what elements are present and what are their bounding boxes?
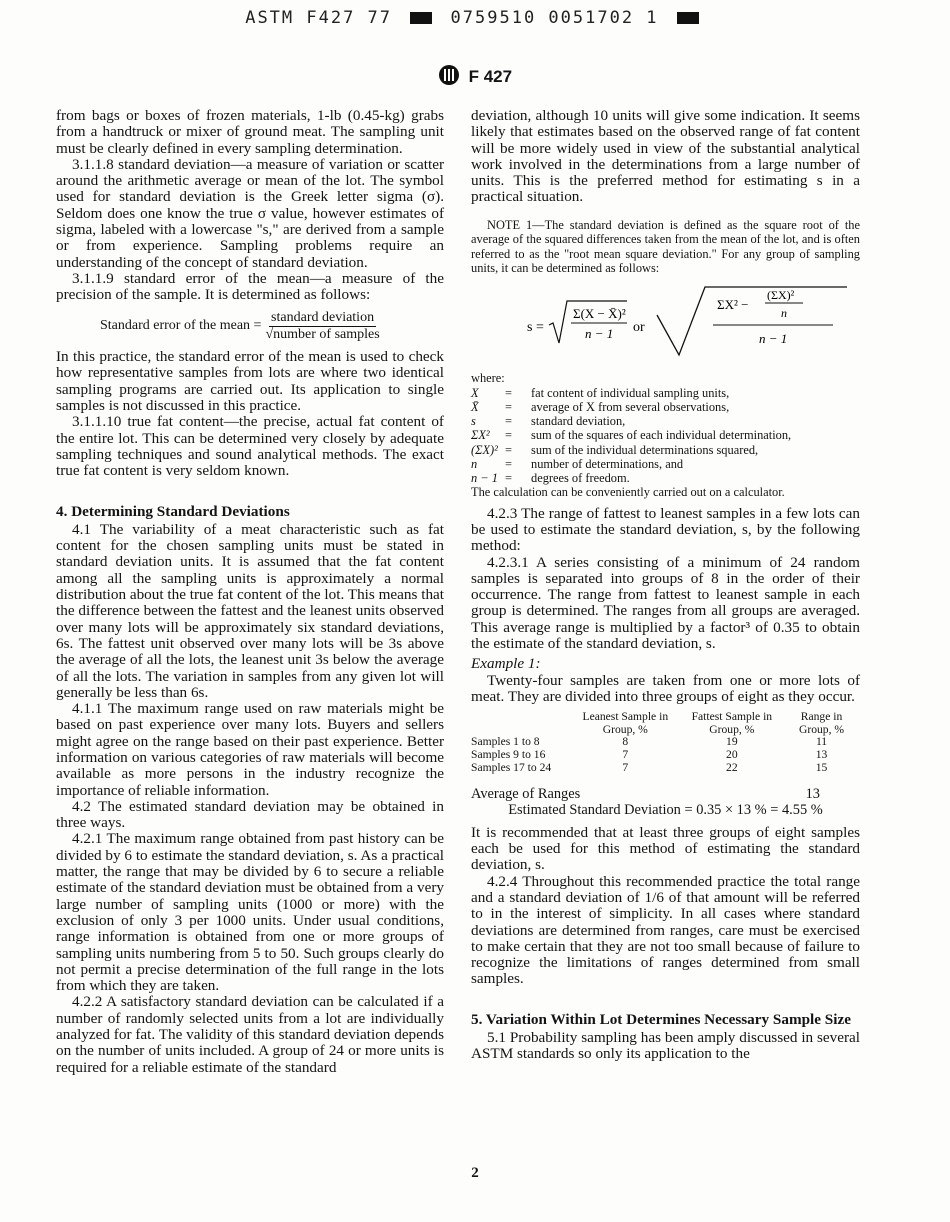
estimated-std-dev: Estimated Standard Deviation = 0.35 × 13 % = 4.55 % [508, 802, 823, 819]
example-text: Twenty-four samples are taken from one or more lots of meat. They are divided into three groups of eight as they occur. [471, 671, 860, 705]
scan-code-line [0, 8, 950, 28]
eq-denominator-2: n − 1 [759, 331, 788, 347]
average-label: Average of Ranges [471, 786, 581, 803]
eq-numerator: Σ(X − X̄)² [573, 306, 626, 322]
table-cell: 20 [726, 747, 738, 761]
table-cell: 7 [622, 760, 629, 774]
definition-symbol: n − 1 [471, 471, 498, 486]
formula-numerator: standard deviation [269, 310, 376, 327]
page-number: 2 [471, 1165, 479, 1181]
definition-symbol: X̄ [471, 400, 479, 415]
paragraph-4-2-4: 4.2.4 Throughout this recommended practice the total range and a standard deviation of 1/6 of that amount will be referred to in the interest of simplicity. In all cases where standard deviations are determined from ranges, care must be exercised to make certain that they are not too small because of failure to recognize the limitations of ranges determined from small samples. [471, 872, 860, 988]
definition-row [471, 457, 791, 471]
definition-symbol: ΣX² [471, 428, 490, 443]
scan-block-mark [677, 12, 699, 24]
table-cell: 22 [726, 760, 738, 774]
definition-row [471, 428, 791, 442]
definition-text: fat content of individual sampling units, [531, 385, 730, 400]
table-row [471, 762, 859, 775]
right-column [471, 108, 860, 1063]
definition-row [471, 414, 791, 428]
designation: F 427 [468, 66, 513, 86]
paragraph: from bags or boxes of frozen materials, 1-lb (0.45-kg) grabs from a handtruck or mixer of ground meat. The sampling unit must be clearly defined in every sampling determination. [56, 107, 444, 157]
paragraph-4-2-2: 4.2.2 A satisfactory standard deviation can be calculated if a number of randomly selected units from a lot are individually analyzed for fat. The validity of this standard deviation depends on the number of units included. A group of 24 or more units is required for a reliable estimate of the standard [56, 993, 444, 1076]
paragraph-3-1-1-8: 3.1.1.8 standard deviation—a measure of variation or scatter around the arithmetic average or mean of the lot. The symbol used for standard deviation is the Greek letter sigma (σ). Seldom does one know the true σ value, however estimates of sigma, labeled with a lowercase "s," are derived from a sample or from experience. Sampling problems require an understanding of the concept of standard deviation. [56, 155, 444, 271]
table-header: Fattest Sample in Group, % [691, 710, 773, 736]
definition-symbol: s [471, 414, 476, 429]
definition-symbol: (ΣX)² [471, 442, 498, 457]
paragraph-4-2-3: 4.2.3 The range of fattest to leanest samples in a few lots can be used to estimate the standard deviation, s, by the following method: [471, 504, 860, 555]
paragraph: It is recommended that at least three groups of eight samples each be used for this method of estimating the standard deviation, s. [471, 823, 860, 874]
eq-inner-denominator: n [781, 306, 787, 321]
definition-text: number of determinations, and [531, 456, 684, 471]
paragraph-4-1-1: 4.1.1 The maximum range used on raw materials might be based on past experience over many lots. Buyers and sellers might agree on the range based on their past experience. Better information on various categories of raw materials will become available as more persons in the industry recognize the importance of reliable information. [56, 700, 444, 799]
calculation-note: The calculation can be conveniently carried out on a calculator. [471, 485, 785, 500]
eq-sum-x2: ΣX² − [717, 297, 749, 313]
row-label: Samples 1 to 8 [471, 735, 540, 749]
definition-equals: = [505, 414, 512, 429]
definition-symbol: X [471, 385, 479, 400]
eq-s: s = [527, 320, 544, 336]
scan-block-mark [410, 12, 432, 24]
symbol-definitions [471, 386, 791, 485]
paragraph: deviation, although 10 units will give some indication. It seems likely that estimates based on the observed range of fat content will be more widely used in view of the substantial analytical work involved in the determinations from a large number of units. This is the preferred method for estimating s in a practical situation. [471, 107, 860, 206]
definition-text: sum of the squares of each individual determination, [531, 428, 792, 443]
formula-lhs: Standard error of the mean = [100, 318, 262, 334]
left-column [56, 108, 444, 1076]
page-header [0, 64, 950, 91]
paragraph-4-1: 4.1 The variability of a meat characteristic such as fat content for the chosen sampling units must be stated in standard deviation units. It is assumed that the fat content among all the sampling units is approximately a normal distribution about the true fat content of the lot. This means that the difference between the fattest and the leanest units observed over many lots will be approximately six standard deviations, 6s. The fattest unit observed over many lots will be 3s above the average of all the lots, the leanest unit 3s below the average of all the lots. The variation in samples from any given lot will generally be less than 6s. [56, 520, 444, 701]
definition-row [471, 400, 791, 414]
definition-text: sum of the individual determinations squared, [531, 442, 759, 457]
eq-or: or [633, 320, 645, 336]
note-1: NOTE 1—The standard deviation is defined as the square root of the average of the squared differences taken from the mean of the lot, and is often referred to as the "root mean square deviation." For any group of sampling units, it can be determined as follows: [471, 217, 860, 275]
paragraph-5-1: 5.1 Probability sampling has been amply discussed in several ASTM standards so only its application to the [471, 1029, 860, 1063]
formula-denominator: √number of samples [265, 326, 380, 342]
definition-equals: = [505, 442, 512, 457]
paragraph-4-2-3-1: 4.2.3.1 A series consisting of a minimum of 24 random samples is separated into groups of 8 in the order of their occurrence. The range from fattest to leanest sample in each group is determined. The ranges from all groups are averaged. This average range is multiplied by a factor³ of 0.35 to obtain the estimate of the standard deviation, s. [471, 553, 860, 653]
formula-fraction [265, 310, 379, 344]
definition-row [471, 471, 791, 485]
definition-symbol: n [471, 456, 478, 471]
definition-text: average of X from several observations, [531, 400, 730, 415]
definition-equals: = [505, 471, 512, 486]
paragraph-4-2: 4.2 The estimated standard deviation may be obtained in three ways. [56, 797, 444, 832]
table-cell: 13 [815, 747, 828, 761]
definition-row [471, 443, 791, 457]
definition-text: degrees of freedom. [531, 471, 630, 486]
table-cell: 8 [622, 735, 629, 749]
definition-equals: = [505, 385, 512, 400]
range-table [471, 711, 859, 774]
astm-logo-icon [438, 64, 460, 91]
table-cell: 15 [815, 760, 828, 774]
eq-denominator: n − 1 [585, 326, 614, 342]
table-header [471, 711, 571, 736]
scan-code-right: 0759510 0051702 1 [450, 8, 659, 28]
scan-code-left: ASTM F427 77 [245, 8, 393, 28]
row-label: Samples 17 to 24 [471, 760, 552, 774]
where-label: where: [471, 371, 505, 386]
section-heading-4: 4. Determining Standard Deviations [56, 502, 290, 520]
table-row [471, 749, 859, 762]
equation-graphic [527, 285, 847, 363]
definition-text: standard deviation, [531, 414, 626, 429]
table-header: Range in Group, % [798, 710, 845, 736]
average-of-ranges [471, 786, 860, 802]
std-dev-equation [527, 285, 860, 363]
table-cell: 11 [815, 735, 828, 749]
example-label: Example 1: [471, 655, 541, 673]
standard-error-formula [100, 310, 444, 344]
table-header: Leanest Sample in Group, % [582, 710, 669, 736]
range-table-header [471, 711, 859, 736]
definition-equals: = [505, 456, 512, 471]
eq-inner-numerator: (ΣX)² [767, 288, 795, 303]
row-label: Samples 9 to 16 [471, 747, 546, 761]
table-cell: 7 [622, 747, 629, 761]
table-cell: 19 [726, 735, 738, 749]
paragraph-3-1-1-10: 3.1.1.10 true fat content—the precise, actual fat content of the entire lot. This can be determined very closely by adequate sampling techniques and sound analytical methods. The exact true fat content is very seldom known. [56, 413, 444, 480]
definition-equals: = [505, 400, 512, 415]
section-heading-5: 5. Variation Within Lot Determines Necessary Sample Size [471, 1010, 851, 1028]
average-value: 13 [805, 786, 820, 803]
paragraph: In this practice, the standard error of the mean is used to check how representative samples from lots are where two identical sampling programs are carried out. Its application to single samples is not discussed in this practice. [56, 348, 444, 415]
definition-equals: = [505, 428, 512, 443]
paragraph-3-1-1-9: 3.1.1.9 standard error of the mean—a measure of the precision of the sample. It is determined as follows: [56, 269, 444, 304]
definition-row [471, 386, 791, 400]
paragraph-4-2-1: 4.2.1 The maximum range obtained from past history can be divided by 6 to estimate the standard deviation, s. As a practical matter, the range that may be divided by 6 to secure a reliable estimate of the standard deviation must be obtained from a very large number of sampling units (1000 or more) with the exclusion of only 3 per 1000 units. Under usual conditions, range information is obtained from one or more groups of sampling units numbering from 5 to 50. Such groups clearly do not permit a precise determination of the full range in the lots from which they are taken. [56, 830, 444, 995]
